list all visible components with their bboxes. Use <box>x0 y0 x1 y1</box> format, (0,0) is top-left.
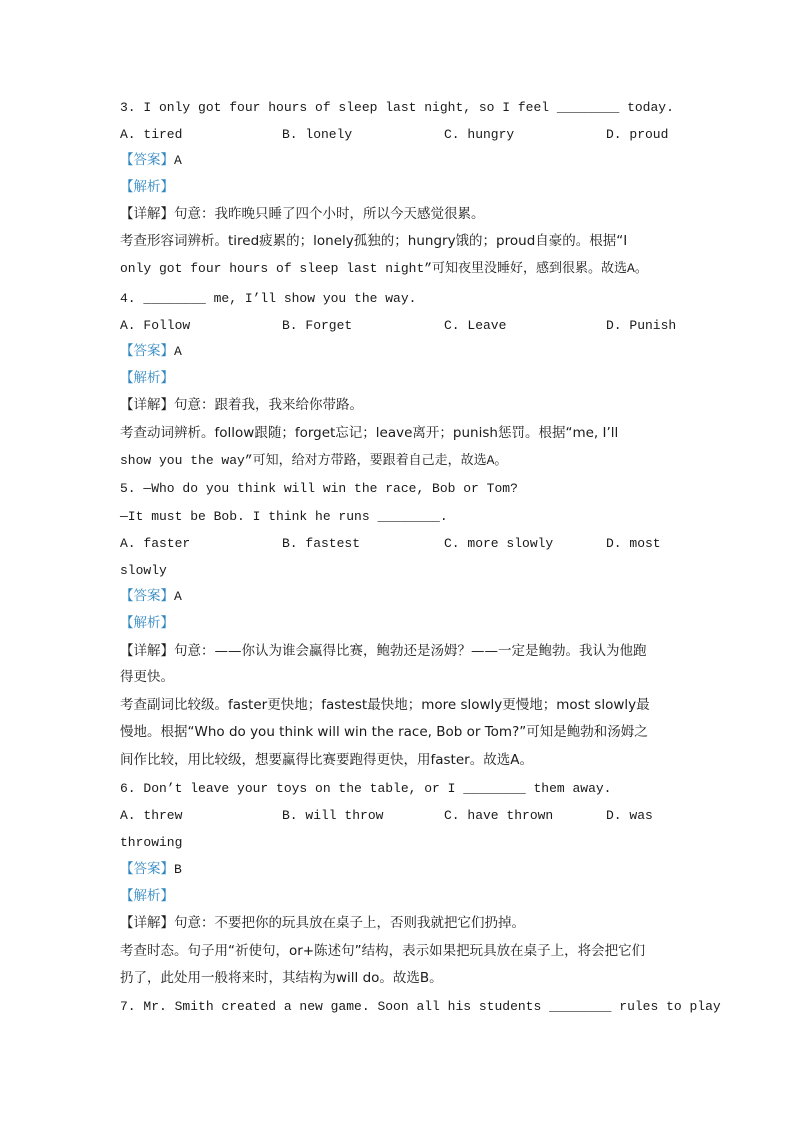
answer-label: 【答案】 <box>120 588 174 604</box>
answer-label: 【答案】 <box>120 343 174 359</box>
question-4-option-b: B. Forget <box>282 318 353 333</box>
analysis-label: 【解析】 <box>120 615 174 631</box>
question-6-analysis <box>120 886 174 907</box>
question-4-explain-line-2: show you the way”可知，给对方带路，要跟着自己走，故选A。 <box>120 453 508 468</box>
question-5-answer <box>120 586 182 607</box>
question-3-stem: 3. I only got four hours of sleep last night, so I feel ________ today. <box>120 100 674 115</box>
question-7-stem: 7. Mr. Smith created a new game. Soon all his students ________ rules to play <box>120 999 721 1014</box>
question-4-option-c: C. Leave <box>444 318 507 333</box>
question-3-explain-line-2: only got four hours of sleep last night”可知夜里没睡好，感到很累。故选A。 <box>120 261 648 276</box>
question-6-option-b: B. will throw <box>282 808 384 823</box>
question-3-detail <box>120 204 485 225</box>
detail-label: 【详解】 <box>120 915 174 931</box>
question-3-option-d: D. proud <box>606 127 669 142</box>
question-5-analysis <box>120 613 174 634</box>
question-3-option-a: A. tired <box>120 127 183 142</box>
answer-value: A <box>174 153 182 168</box>
question-4-explain-line-1: 考查动词辨析。follow跟随；forget忘记；leave离开；punish惩罚。根据“me, I’ll <box>120 425 619 441</box>
question-3-explain-line-1: 考查形容词辨析。tired疲累的；lonely孤独的；hungry饿的；proud自豪的。根据“I <box>120 233 628 249</box>
analysis-label: 【解析】 <box>120 179 174 195</box>
analysis-label: 【解析】 <box>120 370 174 386</box>
answer-value: A <box>174 589 182 604</box>
answer-label: 【答案】 <box>120 152 174 168</box>
detail-text: 句意：跟着我，我来给你带路。 <box>174 397 363 413</box>
detail-text: 句意：我昨晚只睡了四个小时，所以今天感觉很累。 <box>174 206 485 222</box>
detail-label: 【详解】 <box>120 643 174 659</box>
question-4-stem: 4. ________ me, I’ll show you the way. <box>120 291 417 306</box>
answer-label: 【答案】 <box>120 861 174 877</box>
question-3-answer <box>120 150 182 171</box>
question-6-explain-line-2: 扔了，此处用一般将来时，其结构为will do。故选B。 <box>120 970 443 986</box>
question-5-stem-line-1: 5. —Who do you think will win the race, Bob or Tom? <box>120 481 518 496</box>
question-4-detail <box>120 395 363 416</box>
question-4-analysis <box>120 368 174 389</box>
question-5-detail-line-2: 得更快。 <box>120 669 174 685</box>
question-3-analysis <box>120 177 174 198</box>
question-6-detail <box>120 913 525 934</box>
question-6-option-d-wrap: throwing <box>120 835 183 850</box>
question-5-stem-line-2: —It must be Bob. I think he runs ________. <box>120 509 448 524</box>
question-6-option-d: D. was <box>606 808 653 823</box>
question-5-option-d-wrap: slowly <box>120 563 167 578</box>
question-5-option-b: B. fastest <box>282 536 361 551</box>
question-5-option-c: C. more slowly <box>444 536 554 551</box>
detail-text: 句意：不要把你的玩具放在桌子上，否则我就把它们扔掉。 <box>174 915 525 931</box>
question-5-option-a: A. faster <box>120 536 191 551</box>
question-6-option-a: A. threw <box>120 808 183 823</box>
question-6-stem: 6. Don’t leave your toys on the table, or I ________ them away. <box>120 781 612 796</box>
question-4-option-d: D. Punish <box>606 318 677 333</box>
question-5-detail-line-1 <box>120 641 647 662</box>
question-4-option-a: A. Follow <box>120 318 191 333</box>
detail-text: 句意：——你认为谁会赢得比赛，鲍勃还是汤姆？——一定是鲍勃。我认为他跑 <box>174 643 647 659</box>
question-6-explain-line-1: 考查时态。句子用“祈使句，or+陈述句”结构，表示如果把玩具放在桌子上，将会把它们 <box>120 943 646 959</box>
answer-value: B <box>174 862 182 877</box>
question-5-option-d: D. most <box>606 536 661 551</box>
question-3-option-c: C. hungry <box>444 127 515 142</box>
question-6-answer <box>120 859 182 880</box>
question-6-option-c: C. have thrown <box>444 808 554 823</box>
question-5-explain-line-2: 慢地。根据“Who do you think will win the race, Bob or Tom?”可知是鲍勃和汤姆之 <box>120 724 648 740</box>
answer-value: A <box>174 344 182 359</box>
detail-label: 【详解】 <box>120 397 174 413</box>
question-5-explain-line-1: 考查副词比较级。faster更快地；fastest最快地；more slowly更慢地；most slowly最 <box>120 697 650 713</box>
analysis-label: 【解析】 <box>120 888 174 904</box>
question-4-answer <box>120 341 182 362</box>
question-3-option-b: B. lonely <box>282 127 353 142</box>
question-5-explain-line-3: 间作比较，用比较级，想要赢得比赛要跑得更快，用faster。故选A。 <box>120 752 533 768</box>
detail-label: 【详解】 <box>120 206 174 222</box>
